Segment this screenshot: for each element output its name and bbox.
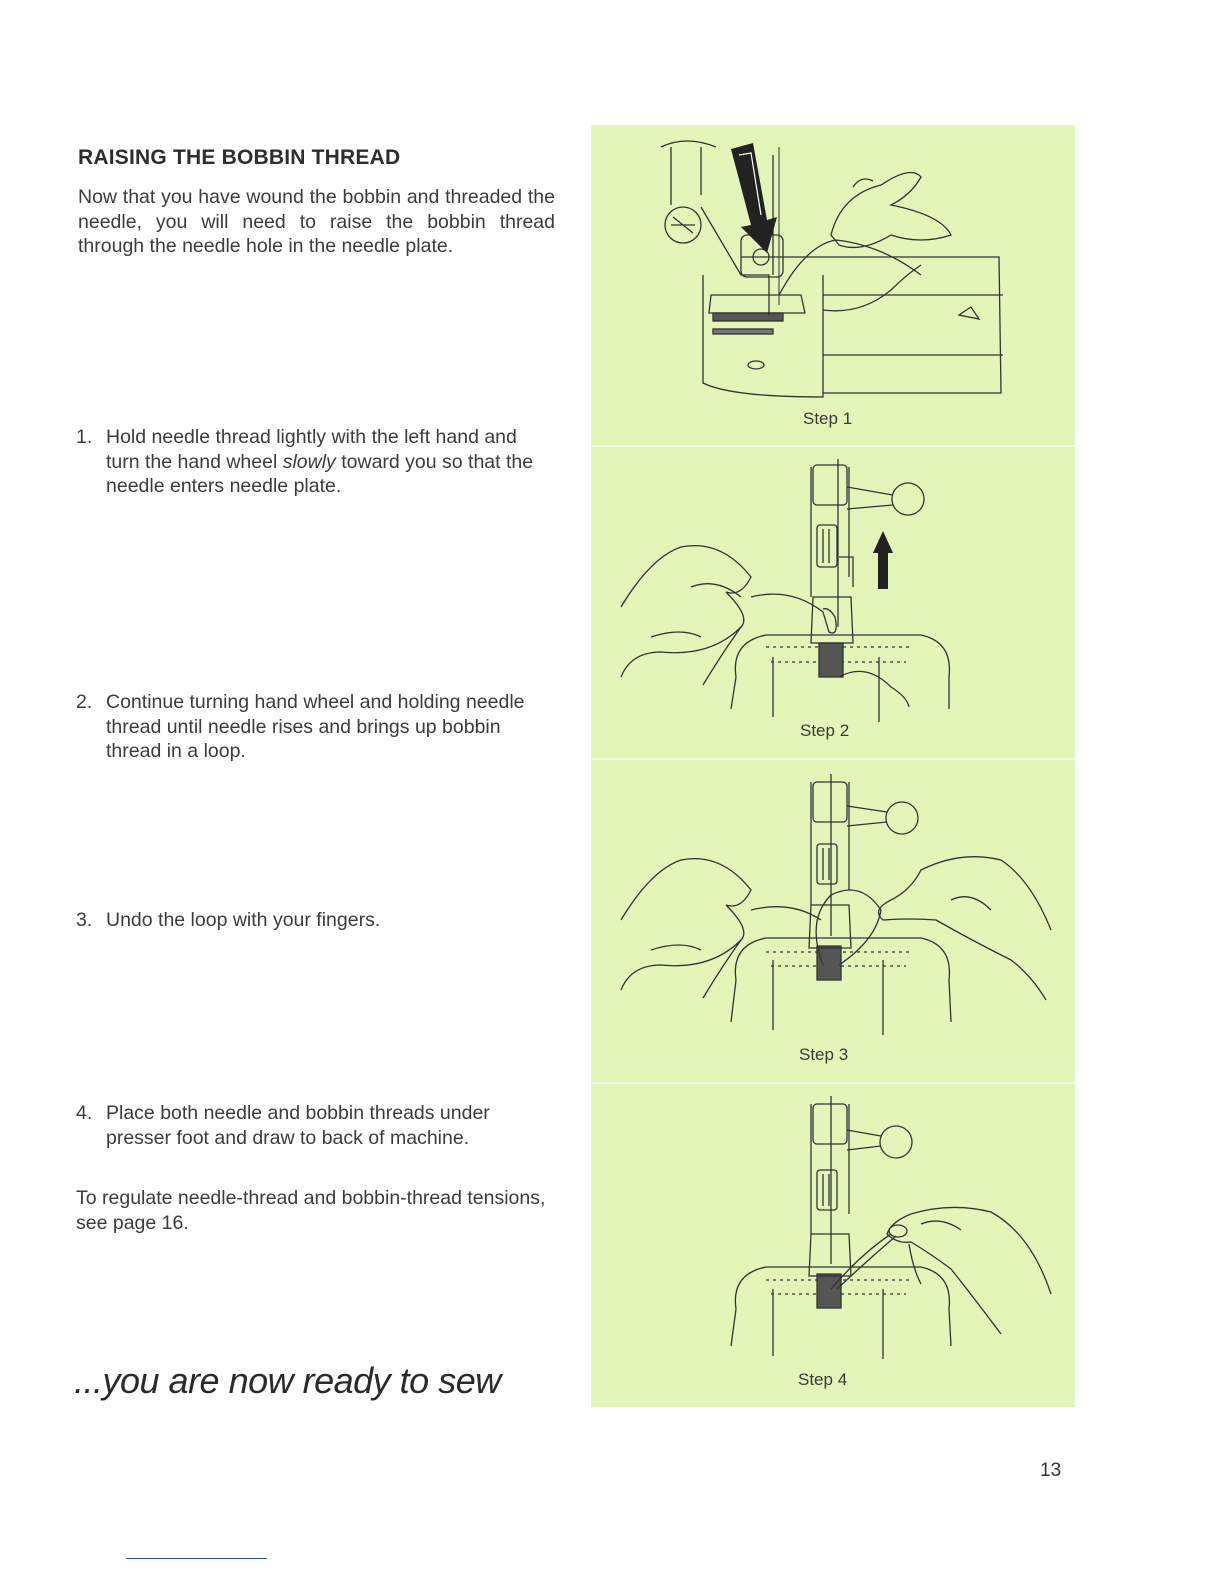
step-4-text: Place both needle and bobbin threads under presser foot and draw to back of machine.	[106, 1102, 490, 1149]
presser-foot	[811, 597, 853, 643]
left-hand	[831, 173, 951, 248]
step-1-emphasis: slowly	[282, 450, 336, 473]
step-4-instruction	[76, 1101, 554, 1150]
right-hand	[887, 1207, 1051, 1334]
step-4-illustration	[591, 1084, 1075, 1407]
thumb-screw	[886, 802, 918, 834]
page-heading: RAISING THE BOBBIN THREAD	[78, 146, 401, 169]
presser-foot	[809, 905, 851, 948]
step-1-instruction	[76, 425, 554, 499]
down-arrow-icon	[731, 143, 777, 253]
needle-plate-outline	[735, 938, 951, 1022]
illustration-panel	[591, 125, 1075, 1407]
step-3-instruction	[76, 908, 554, 933]
bobbin-thread-lead	[823, 265, 921, 311]
needle-thread	[751, 594, 836, 633]
step-2-caption: Step 2	[800, 721, 850, 740]
step-1-text: Hold needle thread lightly with the left hand and turn the hand wheel slowly toward you so that the needle enters needle plate.	[106, 426, 534, 497]
right-hand	[879, 857, 1052, 1000]
machine-bed	[741, 257, 1001, 393]
intro-paragraph: Now that you have wound the bobbin and threaded the needle, you will need to raise the bobbin thread through the needle hole in the needle plate.	[78, 186, 555, 257]
thumb-screw	[880, 1126, 912, 1158]
thumb-screw	[892, 483, 924, 515]
bobbin-thread	[839, 671, 909, 707]
step-2-illustration	[591, 447, 1075, 757]
step-1-illustration	[591, 125, 1075, 445]
step-1-number: 1.	[76, 426, 93, 448]
step-3-illustration	[591, 760, 1075, 1080]
step-4-caption: Step 4	[798, 1370, 848, 1389]
needle-thread	[779, 240, 921, 295]
step-3-text: Undo the loop with your fingers.	[106, 909, 381, 931]
step-3-caption: Step 3	[799, 1045, 849, 1064]
presser-foot	[709, 295, 805, 313]
presser-bar	[671, 147, 701, 205]
step-2-instruction	[76, 690, 554, 764]
up-arrow-icon	[873, 531, 893, 589]
footer-rule	[126, 1558, 267, 1559]
step-2-number: 2.	[76, 691, 93, 713]
presser-bar	[811, 1104, 849, 1234]
left-hand	[621, 546, 751, 677]
needle-plate-outline	[703, 275, 823, 397]
left-hand	[621, 859, 751, 990]
step-1-caption: Step 1	[803, 409, 853, 428]
closing-line: ...you are now ready to sew	[74, 1360, 501, 1401]
presser-foot	[809, 1234, 851, 1276]
tension-note: To regulate needle-thread and bobbin-thread tensions, see page 16.	[76, 1187, 546, 1234]
page-number: 13	[1040, 1460, 1062, 1481]
step-3-number: 3.	[76, 909, 93, 931]
step-2-text: Continue turning hand wheel and holding needle thread until needle rises and brings up bobbin thread in a loop.	[106, 691, 525, 762]
step-4-number: 4.	[76, 1102, 93, 1124]
